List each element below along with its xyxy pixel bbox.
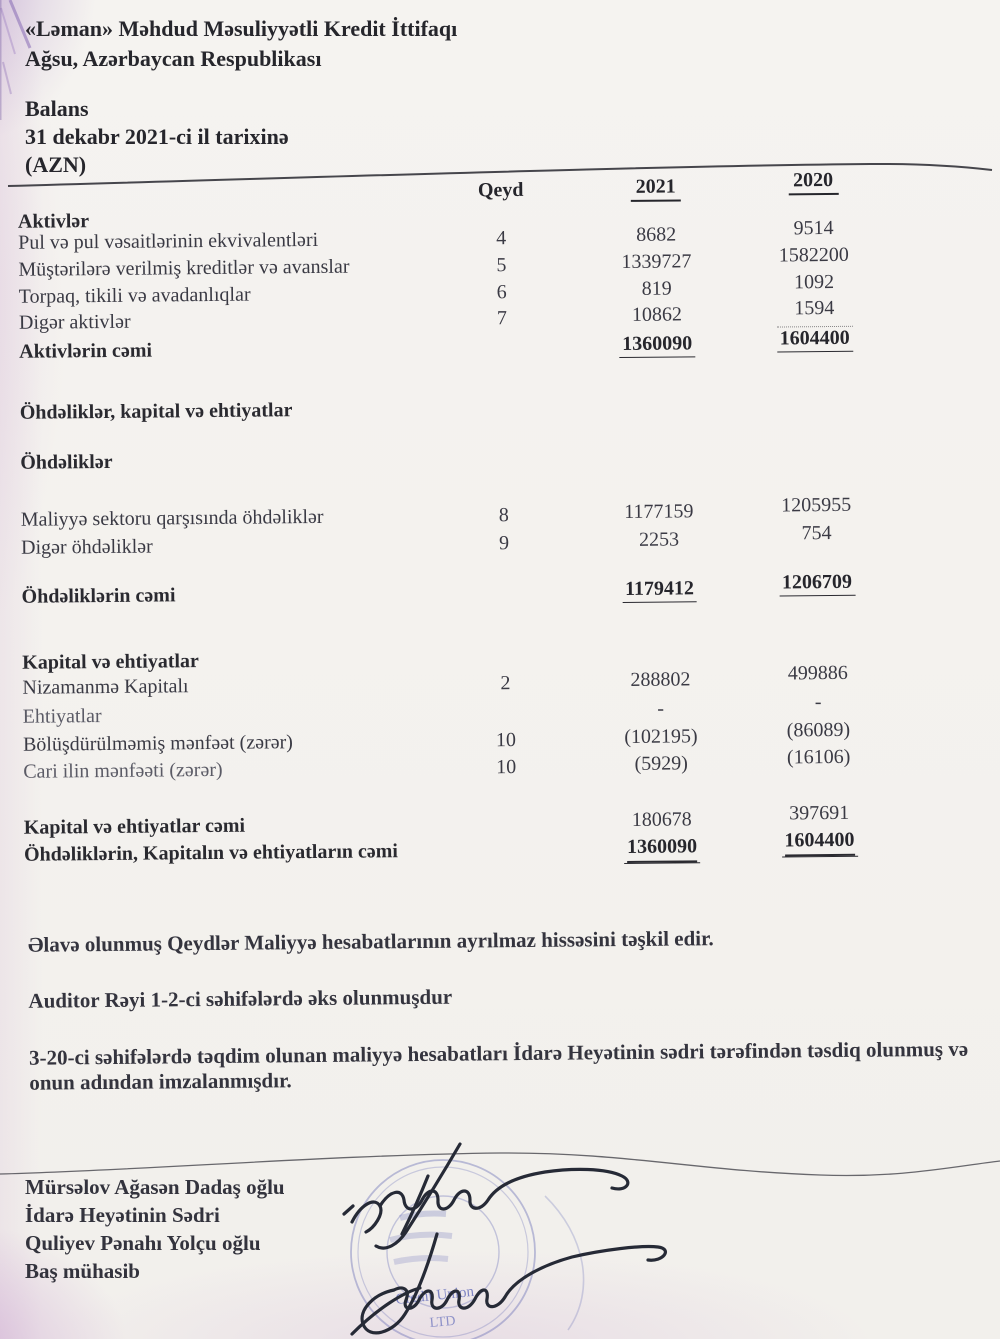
stamp-text: Credit Union [394, 1283, 475, 1308]
row-label: Müştərilərə verilmiş kreditlər və avanslar [18, 255, 350, 281]
row-label: Aktivlərin cəmi [19, 339, 153, 363]
organization-name: «Ləman» Məhdud Məsuliyyətli Kredit İttifaqı [25, 16, 458, 41]
organization-location: Ağsu, Azərbaycan Respublikası [25, 46, 322, 71]
value-2020-cell: 499886 [787, 661, 848, 685]
qeyd-cell: 5 [496, 254, 507, 277]
row-label: Öhdəliklərin cəmi [21, 584, 176, 608]
value-2020-cell: 1594 [794, 296, 835, 320]
section-label: Kapital və ehtiyatlar [22, 650, 199, 674]
row-label: Nizamanmə Kapitalı [22, 675, 189, 699]
row-label: Digər öhdəliklər [21, 535, 153, 559]
table-section-row [0, 392, 998, 430]
signatory-name: Quliyev Pənahı Yolçu oğlu [25, 1231, 261, 1255]
value-2021-cell: 1179412 [589, 577, 729, 603]
value-2021-cell: (5929) [634, 752, 688, 775]
row-label: Ehtiyatlar [22, 705, 102, 728]
signatory-title: Baş mühasib [25, 1259, 140, 1283]
qeyd-column-header: Qeyd [477, 178, 524, 202]
row-label: Pul və pul vəsaitlərinin ekvivalentləri [18, 228, 319, 254]
table-section-row [0, 442, 998, 480]
value-2020-cell: (86089) [786, 718, 851, 742]
value-2021-cell: 10862 [631, 303, 683, 326]
row-label: Bölüşdürülməmiş mənfəət (zərər) [22, 731, 294, 756]
qeyd-cell: 10 [495, 729, 517, 752]
row-label: Öhdəliklərin, Kapitalın və ehtiyatların cəmi [23, 840, 399, 866]
row-label: Maliyyə sektoru qarşısında öhdəliklər [20, 505, 324, 531]
qeyd-cell: 10 [496, 756, 517, 779]
signatory-name: Mürsəlov Ağasən Dadaş oğlu [25, 1175, 285, 1199]
note-paragraph: Əlavə olunmuş Qeydlər Maliyyə hesabatlarının ayrılmaz hissəsini təşkil edir. [27, 926, 714, 957]
value-2020-cell: 1092 [793, 270, 835, 294]
value-2021-cell: 2253 [638, 528, 680, 551]
note-paragraph: Auditor Rəyi 1-2-ci səhifələrdə əks olunmuşdur [28, 984, 453, 1013]
value-2020-cell: 397691 [789, 801, 850, 825]
qeyd-cell: 7 [496, 307, 508, 330]
row-label: Kapital və ehtiyatlar cəmi [23, 814, 246, 839]
section-label: Aktivlər [17, 210, 90, 233]
value-2021-cell: 819 [641, 277, 672, 300]
row-label: Torpaq, tikili və avadanlıqlar [18, 283, 251, 308]
row-label: Digər aktivlər [18, 310, 131, 334]
year-2021-column-header: 2021 [586, 175, 726, 202]
value-2021-cell: 8682 [636, 223, 677, 246]
value-2021-cell: 1339727 [621, 250, 692, 274]
note-paragraph: 3-20-ci səhifələrdə təqdim olunan maliyyə hesabatları İdarə Heyətinin sədri tərəfindən təsdiq olunmuş və onun adından imzalanmışdır. [28, 1036, 969, 1095]
value-2021-cell: (102195) [624, 725, 698, 749]
value-2021-cell: 288802 [630, 668, 691, 691]
section-label: Öhdəliklər, kapital və ehtiyatlar [19, 399, 293, 424]
document-currency: (AZN) [25, 152, 87, 177]
stamp-text: LTD [429, 1313, 457, 1331]
qeyd-cell: 6 [496, 281, 507, 304]
value-2020-cell: (16106) [786, 745, 851, 769]
value-2021-cell: - [657, 697, 665, 720]
section-label: Öhdəliklər [20, 450, 113, 474]
value-2021-cell: 1360090 [587, 332, 727, 358]
row-label: Cari ilin mənfəəti (zərər) [23, 758, 223, 783]
qeyd-cell: 9 [498, 532, 510, 555]
value-2021-cell: 1177159 [624, 500, 694, 524]
qeyd-cell: 8 [498, 504, 509, 527]
value-2020-cell: 754 [801, 522, 832, 545]
value-2020-cell: 1604400 [742, 325, 887, 352]
document-title: Balans [25, 96, 89, 121]
value-2021-cell: 180678 [631, 808, 692, 831]
document-date: 31 dekabr 2021-ci il tarixinə [25, 124, 289, 149]
value-2020-cell: 1206709 [744, 570, 889, 596]
value-2020-cell: - [814, 691, 822, 714]
value-2020-cell: 1205955 [781, 493, 852, 517]
value-2020-cell: 1582200 [778, 243, 849, 267]
value-2021-cell: 1360090 [592, 835, 732, 864]
qeyd-cell: 4 [496, 227, 507, 250]
year-2020-column-header: 2020 [741, 168, 886, 195]
qeyd-cell: 2 [500, 672, 511, 695]
value-2020-cell: 9514 [793, 216, 834, 240]
value-2020-cell: 1604400 [747, 828, 892, 857]
table-total-row [0, 570, 1000, 614]
signatory-title: İdarə Heyətinin Sədri [25, 1203, 220, 1227]
